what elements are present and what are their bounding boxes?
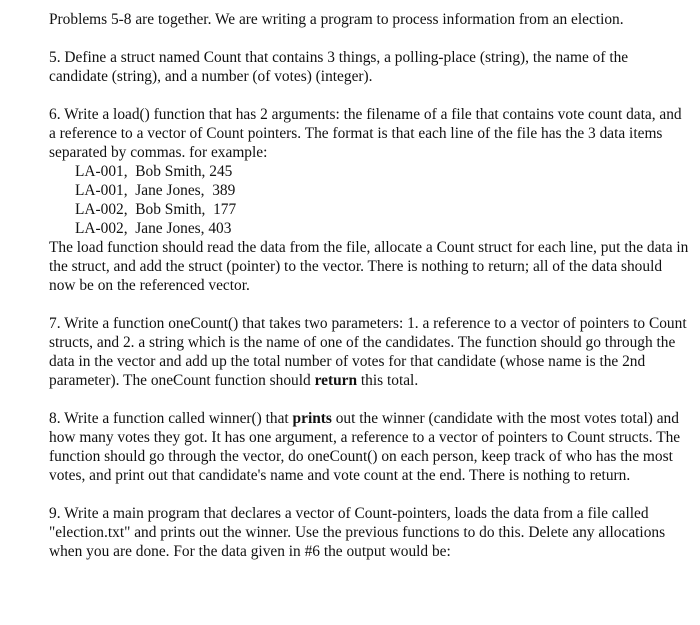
problem-8-text-end: out the winner (candidate with the most votes total) and how many votes they got. It has one argument, a reference to a vector of pointers to Count structs. The function should go through the vector, do oneCount() on each person, keep track of who has the most votes, and print out that candidate's name and vote count at the end. There is nothing to return. (49, 410, 681, 484)
example-data-block (49, 162, 689, 238)
problem-7-text: 7. Write a function oneCount() that takes two parameters: 1. a reference to a vector of pointers to Count structs, and 2. a string which is the name of one of the candidates. The function should go through the data in the vector and add up the total number of votes for that candidate (whose name is the 2nd parameter). The oneCount function should (49, 315, 687, 389)
problem-9: 9. Write a main program that declares a vector of Count-pointers, loads the data from a file called "election.txt" and prints out the winner. Use the previous functions to do this. Delete any allocations when you are done. For the data given in #6 the output would be: (49, 505, 666, 560)
assignment-document (49, 10, 689, 561)
problem-8-bold-word: prints (292, 410, 332, 427)
example-line: LA-002, Bob Smith, 177 (75, 201, 237, 218)
example-line: LA-001, Bob Smith, 245 (75, 163, 233, 180)
paragraph-gap (49, 86, 689, 105)
intro-paragraph: Problems 5-8 are together. We are writing a program to process information from an election. (49, 11, 624, 28)
problem-7-bold-word: return (314, 372, 358, 389)
problem-8-text: 8. Write a function called winner() that (49, 410, 293, 427)
problem-5: 5. Define a struct named Count that contains 3 things, a polling-place (string), the name of the candidate (string), and a number (of votes) (integer). (49, 49, 629, 85)
problem-6-continued: The load function should read the data from the file, allocate a Count struct for each line, put the data in the struct, and add the struct (pointer) to the vector. There is nothing to return; all of the data should now be on the referenced vector. (49, 239, 689, 294)
example-line: LA-002, Jane Jones, 403 (75, 220, 232, 237)
problem-6: 6. Write a load() function that has 2 arguments: the filename of a file that contains vote count data, and a reference to a vector of Count pointers. The format is that each line of the file has the 3 data items separated by commas. for example: (49, 106, 682, 161)
paragraph-gap (49, 485, 689, 504)
problem-8 (49, 409, 689, 485)
problem-7-text-end: this total. (357, 372, 419, 389)
paragraph-gap (49, 390, 689, 409)
example-line: LA-001, Jane Jones, 389 (75, 182, 236, 199)
paragraph-gap (49, 295, 689, 314)
paragraph-gap (49, 29, 689, 48)
problem-7 (49, 314, 689, 390)
